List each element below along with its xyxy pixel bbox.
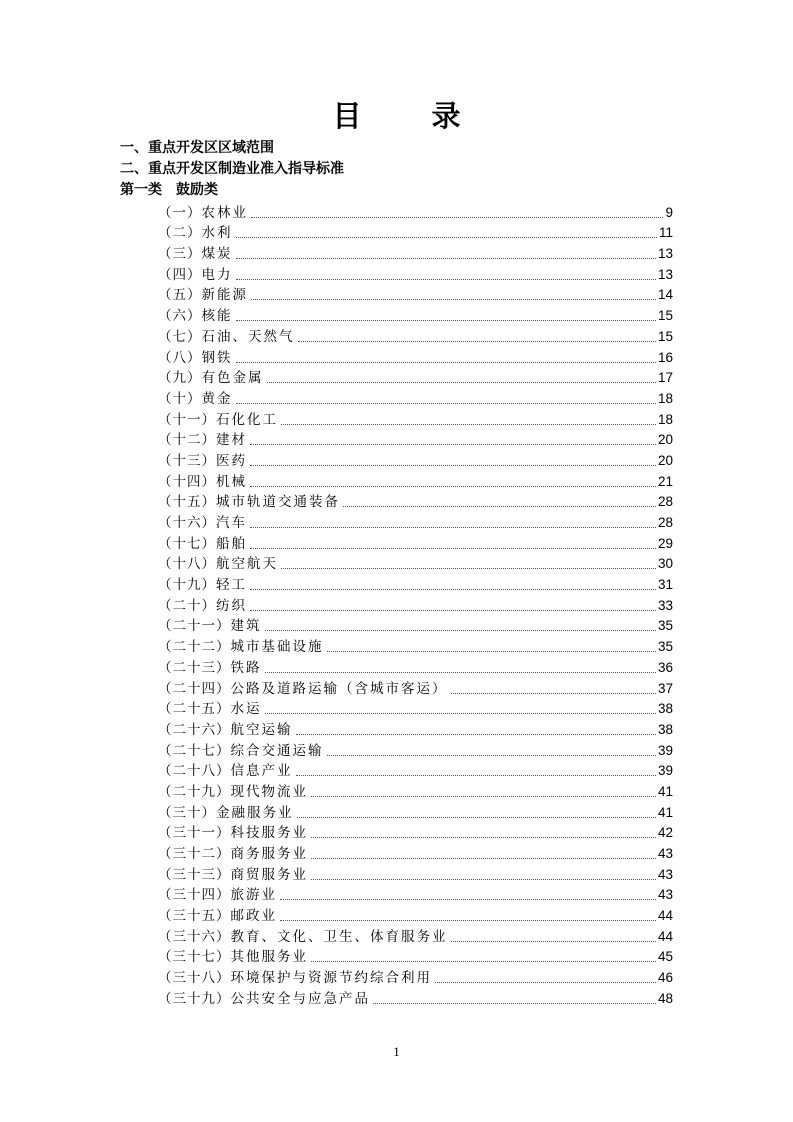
toc-entry-label: 建筑 (230, 618, 262, 635)
toc-entry-label: 建材 (216, 432, 247, 449)
toc-entry[interactable] (158, 594, 673, 615)
toc-entry-page: 21 (657, 473, 673, 489)
category-name: 鼓励类 (176, 182, 218, 198)
toc-entry-page: 28 (657, 494, 673, 510)
toc-entry[interactable] (158, 780, 673, 801)
toc-entry-page: 46 (657, 970, 673, 986)
toc-entry-page: 16 (657, 349, 673, 365)
toc-entry-label: 石化化工 (216, 411, 278, 428)
toc-entry[interactable] (158, 511, 673, 532)
toc-entry[interactable] (158, 263, 673, 284)
toc-entry-page: 44 (657, 908, 673, 924)
toc-entry[interactable] (158, 698, 673, 719)
toc-entry[interactable] (158, 987, 673, 1008)
toc-entry-number: （九） (158, 370, 202, 387)
toc-entry[interactable] (158, 242, 673, 263)
toc-entry-label: 汽车 (216, 515, 247, 531)
toc-dot-leader (311, 961, 656, 962)
category-heading-encouraged[interactable] (120, 181, 218, 199)
toc-entry-label: 商贸服务业 (230, 866, 308, 883)
toc-entry[interactable] (158, 222, 673, 243)
toc-entry[interactable] (158, 739, 673, 760)
toc-entry-label: 核能 (201, 308, 233, 325)
toc-entry-label: 钢铁 (201, 349, 233, 366)
toc-entry-number: （十八） (158, 556, 216, 573)
toc-dot-leader (250, 465, 656, 466)
toc-entry-page: 18 (657, 390, 673, 406)
toc-entry-number: （三） (158, 246, 202, 263)
toc-entry-label: 水运 (230, 701, 262, 718)
toc-dot-leader (296, 775, 656, 776)
toc-entry-number: （三十三） (158, 866, 231, 883)
toc-entry[interactable] (158, 449, 673, 470)
toc-entry[interactable] (158, 904, 673, 925)
toc-entry-label: 新能源 (201, 287, 248, 304)
toc-entry-page: 18 (657, 411, 673, 427)
toc-entry[interactable] (158, 553, 673, 574)
category-number: 第一类 (120, 182, 162, 198)
toc-entry-number: （三十六） (158, 928, 231, 945)
toc-dot-leader (236, 403, 656, 404)
toc-entry-page: 31 (657, 577, 673, 593)
toc-entry-number: （七） (158, 328, 202, 345)
toc-dot-leader (327, 755, 656, 756)
toc-entry-page: 42 (657, 825, 673, 841)
toc-entry[interactable] (158, 635, 673, 656)
toc-entry-number: （十四） (158, 473, 216, 490)
toc-entry-label: 邮政业 (230, 908, 277, 925)
toc-entry[interactable] (158, 470, 673, 491)
toc-entry-number: （三十八） (158, 970, 231, 987)
toc-entry[interactable] (158, 946, 673, 967)
toc-entry-number: （二十四） (158, 680, 231, 697)
toc-dot-leader (251, 217, 663, 218)
toc-entry-number: （三十四） (158, 887, 231, 904)
toc-entry-page: 14 (657, 287, 673, 303)
toc-dot-leader (281, 568, 656, 569)
toc-dot-leader (250, 610, 656, 611)
toc-dot-leader (236, 362, 656, 363)
toc-entry-label: 机械 (216, 473, 247, 490)
toc-entry-number: （二） (158, 225, 202, 242)
toc-entry-page: 43 (657, 866, 673, 882)
toc-entry-number: （十七） (158, 535, 216, 552)
toc-dot-leader (250, 486, 656, 487)
toc-entry-page: 20 (657, 452, 673, 468)
toc-entry-label: 纺织 (216, 597, 247, 614)
toc-entry-number: （二十七） (158, 742, 231, 759)
toc-entry-page: 43 (657, 846, 673, 861)
toc-entry-number: （六） (158, 308, 202, 325)
toc-entry-page: 39 (657, 763, 673, 779)
toc-entry-page: 20 (657, 432, 673, 448)
toc-entry-number: （三十） (158, 804, 216, 821)
toc-entry-label: 环境保护与资源节约综合利用 (230, 970, 432, 987)
toc-entry-label: 金融服务业 (216, 804, 294, 821)
toc-entry[interactable] (158, 656, 673, 677)
toc-dot-leader (327, 651, 656, 652)
toc-dot-leader (280, 920, 656, 921)
toc-entry-number: （二十六） (158, 721, 231, 738)
toc-dot-leader (311, 796, 656, 797)
page-title: 目 录 (332, 99, 491, 133)
toc-dot-leader (236, 258, 656, 259)
toc-entry[interactable] (158, 325, 673, 346)
toc-entry-page: 13 (657, 246, 673, 262)
toc-entry-number: （十二） (158, 432, 216, 449)
toc-entry-label: 公共安全与应急产品 (230, 990, 370, 1007)
toc-list (158, 201, 673, 1008)
toc-entry-label: 医药 (216, 452, 247, 469)
toc-dot-leader (280, 899, 656, 900)
toc-entry-label: 轻工 (216, 577, 247, 594)
toc-dot-leader (297, 817, 656, 818)
toc-entry-label: 城市轨道交通装备 (216, 494, 340, 511)
toc-entry-number: （二十三） (158, 659, 231, 676)
toc-entry-label: 商务服务业 (230, 846, 308, 862)
toc-entry-page: 15 (657, 308, 673, 324)
toc-dot-leader (250, 527, 656, 528)
toc-entry-label: 电力 (201, 266, 233, 283)
toc-dot-leader (435, 982, 656, 983)
toc-entry[interactable] (158, 429, 673, 450)
toc-dot-leader (251, 299, 656, 300)
toc-entry-number: （十六） (158, 515, 216, 531)
toc-entry-number: （十九） (158, 577, 216, 594)
toc-entry-label: 公路及道路运输（含城市客运） (230, 680, 448, 697)
toc-entry-number: （十） (158, 390, 202, 407)
toc-entry-page: 45 (657, 949, 673, 965)
toc-entry-number: （二十一） (158, 618, 231, 635)
toc-entry-page: 41 (657, 804, 673, 820)
toc-entry[interactable] (158, 884, 673, 905)
toc-entry[interactable] (158, 201, 673, 222)
toc-entry[interactable] (158, 863, 673, 884)
toc-entry-page: 37 (657, 680, 673, 696)
toc-dot-leader (265, 672, 656, 673)
toc-entry[interactable] (158, 304, 673, 325)
toc-entry[interactable] (158, 925, 673, 946)
toc-entry-number: （二十九） (158, 783, 231, 800)
toc-dot-leader (236, 237, 657, 238)
toc-entry[interactable] (158, 532, 673, 553)
toc-entry-label: 城市基础设施 (230, 639, 324, 656)
toc-entry-page: 39 (657, 742, 673, 758)
toc-entry-label: 水利 (201, 225, 233, 242)
toc-entry[interactable] (158, 822, 673, 843)
toc-entry-label: 综合交通运输 (230, 742, 324, 759)
toc-entry-number: （二十五） (158, 701, 231, 718)
toc-entry-number: （五） (158, 287, 202, 304)
toc-entry-page: 15 (657, 328, 673, 344)
toc-entry-number: （二十） (158, 597, 216, 614)
toc-entry-page: 29 (657, 535, 673, 551)
toc-dot-leader (265, 630, 656, 631)
toc-entry-label: 船舶 (216, 535, 247, 552)
toc-entry-page: 35 (657, 618, 673, 634)
toc-entry-number: （一） (158, 204, 202, 221)
toc-entry-number: （十三） (158, 452, 216, 469)
toc-entry-number: （四） (158, 266, 202, 283)
toc-dot-leader (250, 548, 656, 549)
toc-entry-page: 35 (657, 639, 673, 655)
toc-dot-leader (451, 693, 656, 694)
toc-dot-leader (236, 320, 656, 321)
toc-entry-page: 43 (657, 887, 673, 903)
toc-entry-label: 现代物流业 (230, 783, 308, 800)
toc-entry-page: 13 (657, 266, 673, 282)
toc-entry[interactable] (158, 408, 673, 429)
toc-entry-page: 11 (658, 225, 673, 241)
toc-entry-number: （十一） (158, 411, 216, 428)
toc-entry-page: 30 (657, 556, 673, 572)
toc-entry[interactable] (158, 573, 673, 594)
toc-dot-leader (311, 858, 656, 859)
section-heading-region-scope[interactable]: 一、重点开发区区域范围 (120, 140, 274, 156)
toc-entry-label: 黄金 (201, 390, 233, 407)
toc-entry-page: 28 (657, 515, 673, 530)
toc-dot-leader (298, 341, 656, 342)
toc-dot-leader (281, 424, 656, 425)
toc-entry-number: （十五） (158, 494, 216, 511)
toc-entry-number: （八） (158, 349, 202, 366)
toc-entry-label: 教育、文化、卫生、体育服务业 (230, 928, 448, 945)
toc-dot-leader (373, 1003, 656, 1004)
toc-entry-page: 38 (657, 701, 673, 717)
toc-entry[interactable] (158, 367, 673, 388)
toc-entry-page: 17 (657, 370, 673, 386)
toc-dot-leader (265, 713, 656, 714)
toc-dot-leader (250, 444, 656, 445)
page-number: 1 (393, 1044, 400, 1059)
toc-entry-label: 旅游业 (230, 887, 277, 904)
toc-entry-label: 其他服务业 (230, 949, 308, 966)
toc-entry-label: 铁路 (230, 659, 262, 676)
toc-entry[interactable] (158, 842, 673, 863)
toc-entry[interactable] (158, 677, 673, 698)
toc-entry-number: （二十八） (158, 763, 231, 780)
toc-entry-number: （三十一） (158, 825, 231, 842)
toc-entry-label: 有色金属 (201, 370, 264, 387)
toc-entry[interactable] (158, 491, 673, 512)
toc-entry-page: 44 (657, 928, 673, 944)
toc-entry-page: 38 (657, 721, 673, 737)
toc-entry-label: 航空运输 (230, 721, 293, 738)
toc-entry-number: （三十九） (158, 990, 231, 1007)
toc-entry-page: 36 (657, 659, 673, 675)
toc-dot-leader (343, 506, 656, 507)
toc-dot-leader (311, 879, 656, 880)
toc-entry-page: 48 (657, 990, 673, 1006)
toc-entry-label: 石油、天然气 (201, 328, 295, 345)
toc-entry[interactable] (158, 801, 673, 822)
toc-entry-label: 科技服务业 (230, 825, 308, 842)
toc-entry-label: 信息产业 (230, 763, 293, 780)
toc-entry[interactable] (158, 718, 673, 739)
section-heading-manufacturing-standards[interactable]: 二、重点开发区制造业准入指导标准 (120, 161, 344, 177)
toc-dot-leader (250, 589, 656, 590)
toc-entry-label: 航空航天 (216, 556, 278, 573)
toc-dot-leader (296, 734, 656, 735)
toc-entry[interactable] (158, 346, 673, 367)
toc-entry-page: 33 (657, 597, 673, 613)
toc-dot-leader (311, 837, 656, 838)
toc-entry[interactable] (158, 615, 673, 636)
toc-entry[interactable] (158, 966, 673, 987)
toc-dot-leader (267, 382, 656, 383)
toc-entry-number: （三十二） (158, 846, 231, 862)
toc-entry-number: （二十二） (158, 639, 231, 656)
toc-entry-page: 9 (665, 204, 673, 220)
toc-entry-label: 煤炭 (201, 246, 233, 263)
toc-entry-number: （三十五） (158, 908, 231, 925)
toc-entry-page: 41 (657, 783, 673, 799)
toc-entry-label: 农林业 (201, 204, 248, 221)
toc-entry[interactable] (158, 284, 673, 305)
toc-dot-leader (451, 941, 656, 942)
toc-entry[interactable] (158, 760, 673, 781)
toc-dot-leader (236, 279, 656, 280)
toc-entry[interactable] (158, 387, 673, 408)
toc-entry-number: （三十七） (158, 949, 231, 966)
